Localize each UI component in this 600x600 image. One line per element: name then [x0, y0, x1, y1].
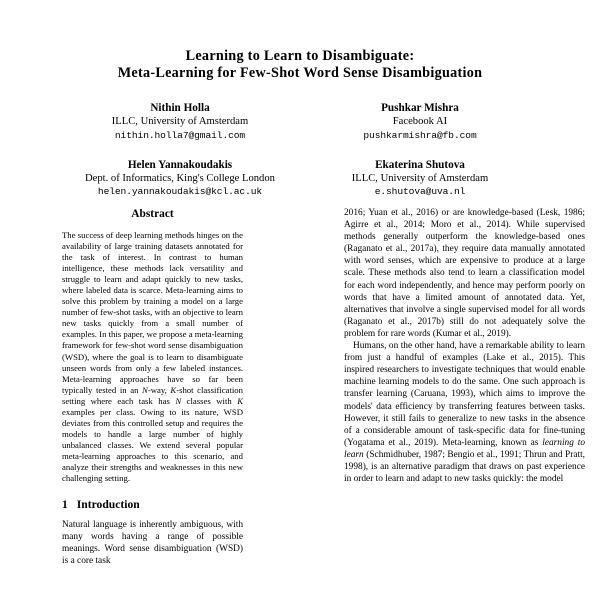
page-title-line-1: Learning to Learn to Disambiguate:: [185, 48, 415, 64]
author-name: Nithin Holla: [150, 102, 210, 114]
author-entry: [300, 101, 540, 143]
author-block: [0, 101, 600, 199]
author-email[interactable]: nithin.holla7@gmail.com: [114, 129, 246, 141]
math-variable: N: [175, 395, 182, 406]
section-title: Introduction: [76, 498, 140, 512]
author-email[interactable]: pushkarmishra@fb.com: [363, 129, 477, 141]
introduction-right-text: [344, 207, 585, 485]
paragraph-part: Humans, on the other hand, have a remarkable ability to learn from just a handful of examples (Lake et al., 2015). This inspired researchers to investigate techniques that would enable machine learning models to do the same. One such approach is transfer learning (Caruana, 1993), which aims to improve the models' data efficiency by transferring features between tasks. However, it still fails to generalize to new tasks in the absence of a considerable amount of task-specific data for fine-tuning (Yogatama et al., 2019). Meta-learning, known as: [344, 341, 585, 448]
paper-title-block: [0, 0, 600, 82]
introduction-left-text: [62, 519, 243, 567]
author-email[interactable]: helen.yannakoudakis@kcl.ac.uk: [97, 186, 263, 197]
math-variable: K: [237, 395, 244, 406]
math-variable: K: [170, 384, 177, 395]
author-name: Helen Yannakoudakis: [127, 158, 233, 171]
section-heading-introduction: [62, 498, 243, 512]
paragraph: [344, 340, 585, 485]
paragraph: Natural language is inherently ambiguous, with many words having a range of possible meanings. Word sense disambiguation (WSD) is a core task: [62, 520, 243, 567]
paragraph-part: (Schmidhuber, 1987; Bengio et al., 1991; Thrun and Pratt, 1998), is an alternative paradigm that draws on past experience in order to learn and adapt to new tasks quickly: the model: [344, 449, 585, 485]
abstract-heading: Abstract: [131, 208, 174, 220]
emphasis-learning-to-learn: learning to learn: [344, 437, 585, 460]
author-name: Ekaterina Shutova: [375, 158, 465, 171]
author-affiliation: ILLC, University of Amsterdam: [111, 116, 249, 127]
author-row: [60, 158, 540, 200]
author-affiliation: Facebook AI: [392, 116, 448, 127]
abstract-body: The success of deep learning methods hinges on the availability of large training datasets annotated for the task of interest. In contrast to human intelligence, these methods lack versatility and struggle to learn and adapt quickly to new tasks, where labeled data is scarce. Meta-learning aims to solve this problem by training a model on a large number of few-shot tasks, with an objective to learn new tasks quickly from a small number of examples. In this paper, we propose a meta-learning framework for few-shot word sense disambiguation (WSD), where the goal is to learn to disambiguate unseen words from only a few labeled instances. Meta-learning approaches have so far been typically tested in an N-way, K-shot classification setting where each task has N classes with K examples per class. Owing to its nature, WSD deviates from this controlled setup and requires the models to handle a large number of highly unbalanced classes. We extend several popular meta-learning approaches to this scenario, and analyze their strengths and weaknesses in this new challenging setting.: [62, 230, 244, 484]
paragraph: 2016; Yuan et al., 2016) or are knowledge-based (Lesk, 1986; Agirre et al., 2014; Moro et al., 2014). While supervised methods generally outperform the knowledge-based ones (Raganato et al., 2017a), they require data manually annotated with word senses, which are expensive to produce at a large scale. These methods also tend to learn a classification model for each word independently, and hence may perform poorly on words that have a limited amount of annotated data. Yet, alternatives that involve a single supervised model for all words (Raganato et al., 2017b) still do not adequately solve the problem for rare words (Kumar et al., 2019).: [344, 208, 585, 339]
author-email[interactable]: e.shutova@uva.nl: [374, 186, 466, 197]
section-number: 1: [62, 498, 68, 512]
author-affiliation: ILLC, University of Amsterdam: [351, 172, 489, 184]
body-columns: [0, 207, 600, 567]
page-title-line-2: Meta-Learning for Few-Shot Word Sense Disambiguation: [117, 65, 483, 81]
author-entry: [60, 158, 300, 200]
author-affiliation: Dept. of Informatics, King's College London: [85, 172, 275, 184]
author-name: Pushkar Mishra: [381, 102, 459, 114]
left-column: [0, 207, 303, 567]
author-entry: [300, 158, 540, 200]
author-row: [60, 101, 540, 143]
math-variable: N: [142, 384, 148, 395]
right-column: [303, 207, 600, 567]
author-entry: [60, 101, 300, 143]
